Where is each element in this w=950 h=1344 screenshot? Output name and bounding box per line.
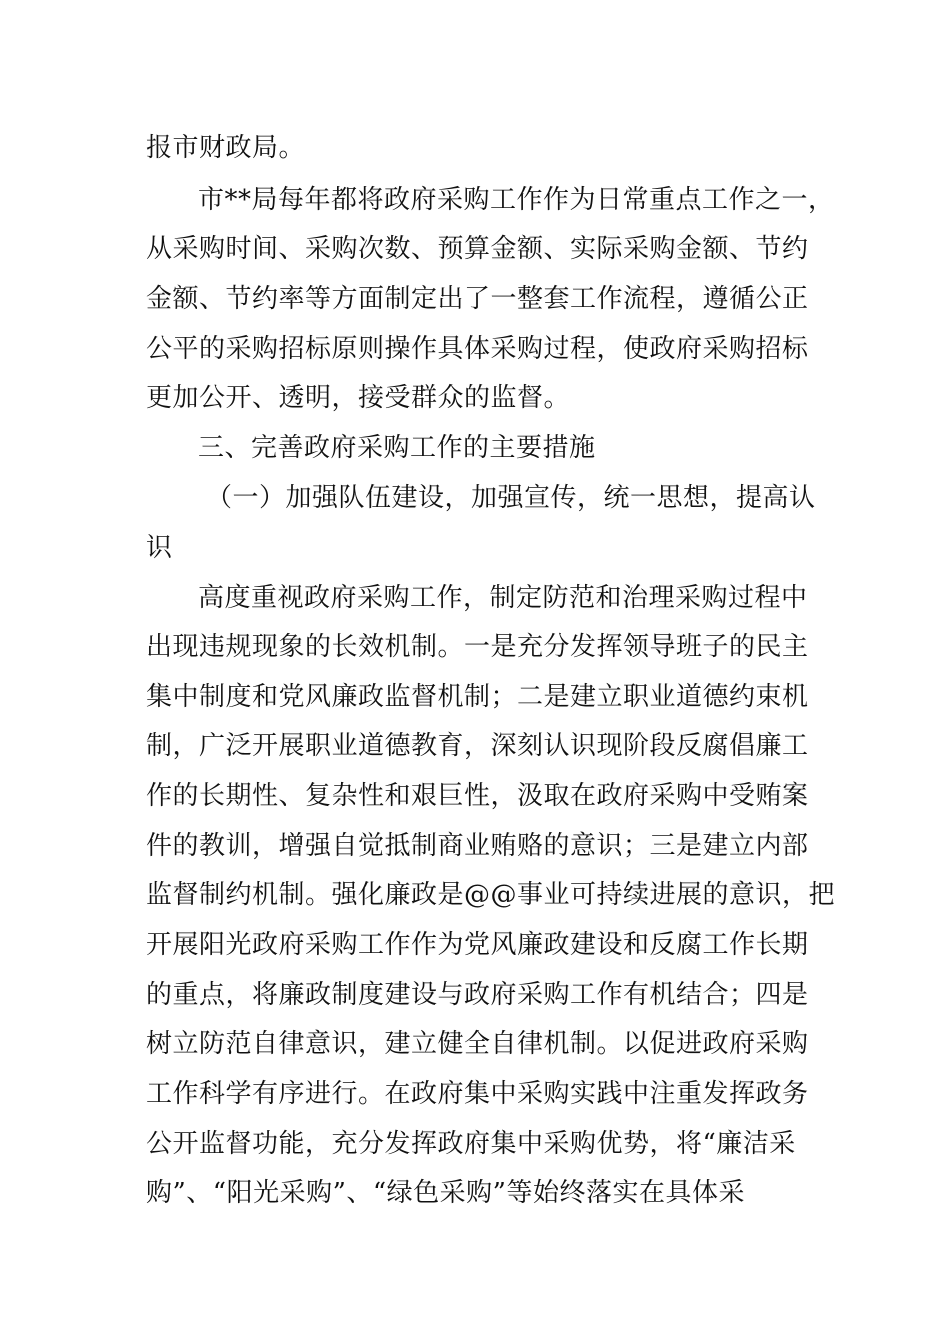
text-line: 金额、节约率等方面制定出了一整套工作流程，遵循公正 bbox=[146, 284, 809, 314]
text-line: 件的教训，增强自觉抵制商业贿赂的意识；三是建立内部 bbox=[146, 831, 809, 861]
text-line: 制，广泛开展职业道德教育，深刻认识现阶段反腐倡廉工 bbox=[146, 731, 809, 761]
text-line: 开展阳光政府采购工作作为党风廉政建设和反腐工作长期 bbox=[146, 930, 809, 960]
text-line: 报市财政局。 bbox=[146, 133, 306, 163]
text-line: 从采购时间、采购次数、预算金额、实际采购金额、节约 bbox=[146, 234, 809, 264]
text-line: 更加公开、透明，接受群众的监督。 bbox=[146, 383, 571, 413]
text-line: 的重点，将廉政制度建设与政府采购工作有机结合；四是 bbox=[146, 980, 809, 1010]
text-line: 公开监督功能，充分发挥政府集中采购优势，将“廉洁采 bbox=[146, 1129, 796, 1159]
paragraph-first-line: 高度重视政府采购工作，制定防范和治理采购过程中 bbox=[198, 583, 808, 613]
text-line: 购”、“阳光采购”、“绿色采购”等始终落实在具体采 bbox=[146, 1178, 745, 1208]
text-line: 监督制约机制。强化廉政是@@事业可持续进展的意识，把 bbox=[146, 880, 836, 910]
text-line: 公平的采购招标原则操作具体采购过程，使政府采购招标 bbox=[146, 334, 809, 364]
text-line: 集中制度和党风廉政监督机制；二是建立职业道德约束机 bbox=[146, 682, 809, 712]
subsection-heading: （一）加强队伍建设，加强宣传，统一思想，提高认 bbox=[206, 483, 816, 513]
section-heading: 三、完善政府采购工作的主要措施 bbox=[198, 433, 596, 463]
text-line: 作的长期性、复杂性和艰巨性，汲取在政府采购中受贿案 bbox=[146, 781, 809, 811]
text-line: 树立防范自律意识，建立健全自律机制。以促进政府采购 bbox=[146, 1029, 809, 1059]
paragraph-first-line: 市**局每年都将政府采购工作作为日常重点工作之一， bbox=[198, 185, 835, 215]
text-line: 工作科学有序进行。在政府集中采购实践中注重发挥政务 bbox=[146, 1079, 809, 1109]
subsection-heading-continued: 识 bbox=[146, 533, 173, 563]
text-line: 出现违规现象的长效机制。一是充分发挥领导班子的民主 bbox=[146, 632, 809, 662]
